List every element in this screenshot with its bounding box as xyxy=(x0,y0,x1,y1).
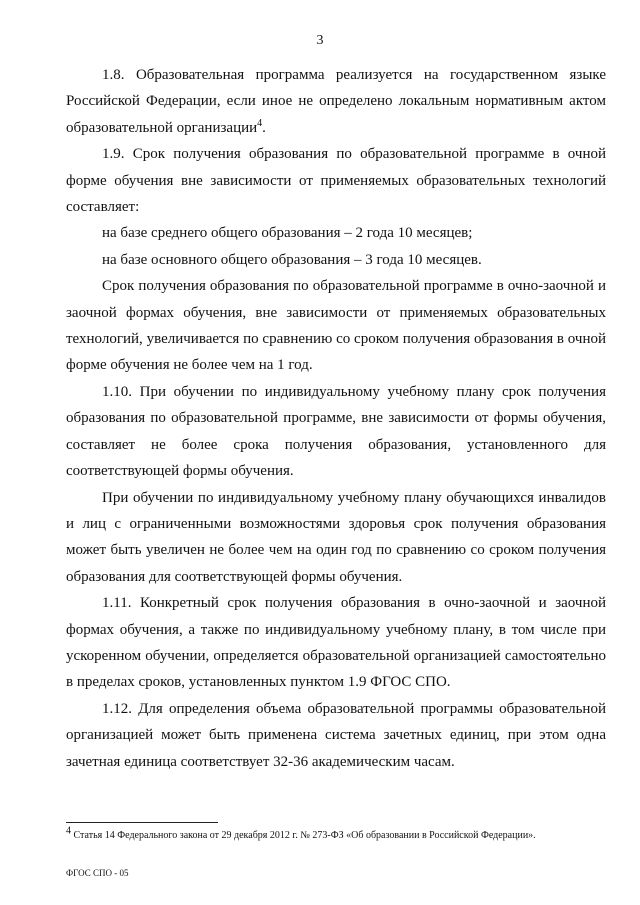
document-code: ФГОС СПО - 05 xyxy=(66,868,129,878)
paragraph-1-9-item-2: на базе основного общего образования – 3 года 10 месяцев. xyxy=(102,251,482,268)
paragraph-1-8-text: 1.8. Образовательная программа реализуется на государственном языке Российской Федерации, если иное не определено локальным нормативным актом образовательной организации xyxy=(66,67,606,136)
paragraph-1-12: 1.12. Для определения объема образовательной программы образовательной организацией может быть применена система зачетных единиц, при этом одна зачетная единица соответствует 32-36 академическим часам. xyxy=(66,700,606,770)
document-body xyxy=(66,62,606,775)
paragraph-1-11: 1.11. Конкретный срок получения образования в очно-заочной и заочной формах обучения, а также по индивидуальному учебному плану, в том числе при ускоренном обучении, определяется образовательной организацией самостоятельно в пределах сроков, установленных пунктом 1.9 ФГОС СПО. xyxy=(66,595,606,691)
paragraph-1-8-end: . xyxy=(262,119,266,136)
paragraph-1-10: 1.10. При обучении по индивидуальному учебному плану срок получения образования по образовательной программе, вне зависимости от формы обучения, составляет не более срока получения образования, установленного для соответствующей формы обучения. xyxy=(66,383,606,480)
footnote-divider xyxy=(66,822,218,823)
footnote-text: Статья 14 Федерального закона от 29 декабря 2012 г. № 273-ФЗ «Об образовании в Российской Федерации». xyxy=(73,830,536,841)
footnote-ref: 4 xyxy=(257,117,263,129)
footnote xyxy=(66,825,606,842)
paragraph-1-9-extra: Срок получения образования по образовательной программе в очно-заочной и заочной формах обучения, вне зависимости от применяемых образовательных технологий, увеличивается по сравнению со сроком получения образования в очной форме обучения не более чем на 1 год. xyxy=(66,278,606,374)
paragraph-1-10-extra: При обучении по индивидуальному учебному плану обучающихся инвалидов и лиц с ограниченными возможностями здоровья срок получения образования может быть увеличен не более чем на один год по сравнению со сроком получения образования для соответствующей формы обучения. xyxy=(66,489,606,585)
paragraph-1-9-item-1: на базе среднего общего образования – 2 года 10 месяцев; xyxy=(102,225,473,242)
paragraph-1-8 xyxy=(66,62,606,141)
paragraph-1-9: 1.9. Срок получения образования по образовательной программе в очной форме обучения вне зависимости от применяемых образовательных технологий составляет: xyxy=(66,146,606,216)
page-number: 3 xyxy=(316,33,324,48)
footnote-marker: 4 xyxy=(66,825,71,837)
